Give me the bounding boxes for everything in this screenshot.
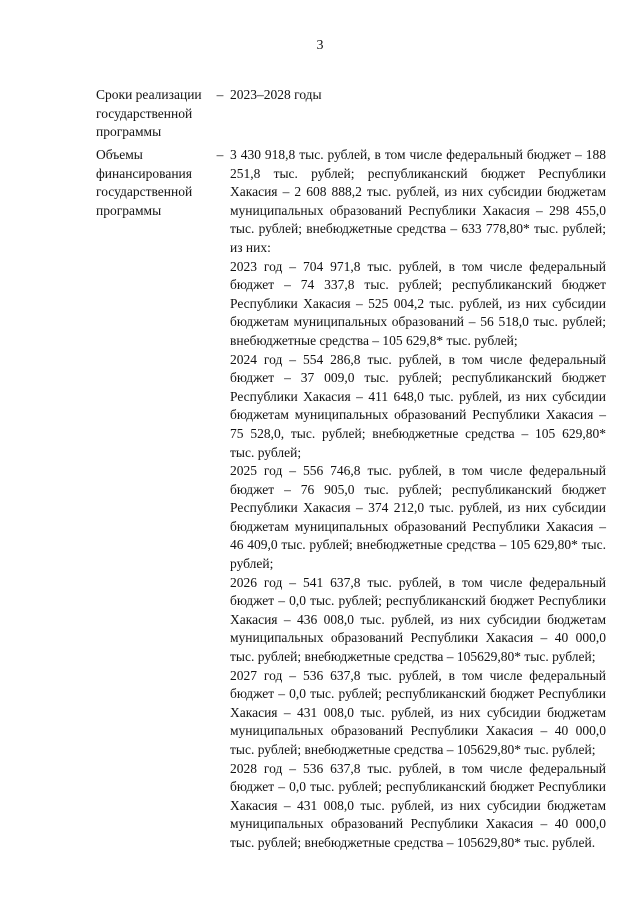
funding-2025-paragraph: 2025 год – 556 746,8 тыс. рублей, в том числе федеральный бюджет – 76 905,0 тыс. рублей; республиканский бюджет Республики Хакасия – 374 212,0 тыс. рублей, из них субсидии бюджетам муниципальных образований Республики Хакасия – 46 409,0 тыс. рублей; внебюджетные средства – 105 629,80* тыс. рублей; bbox=[230, 463, 606, 572]
funding-dash: – bbox=[216, 147, 224, 162]
timeline-paragraph: 2023–2028 годы bbox=[230, 87, 322, 102]
funding-total-paragraph: 3 430 918,8 тыс. рублей, в том числе федеральный бюджет – 188 251,8 тыс. рублей; республиканский бюджет Республики Хакасия – 2 608 888,2 тыс. рублей, из них субсидии бюджетам муниципальных образований Республики Хакасия – 298 455,0 тыс. рублей; внебюджетные средства – 633 778,80* тыс. рублей; из них: bbox=[230, 147, 606, 255]
funding-label: Объемы финансирования государственной программы bbox=[96, 147, 193, 218]
timeline-label: Сроки реализации государственной программы bbox=[96, 87, 202, 140]
funding-2026-paragraph: 2026 год – 541 637,8 тыс. рублей, в том числе федеральный бюджет – 0,0 тыс. рублей; республиканский бюджет Республики Хакасия – 436 008,0 тыс. рублей, из них субсидии бюджетам муниципальных образований Республики Хакасия – 40 000,0 тыс. рублей; внебюджетные средства – 105629,80* тыс. рублей; bbox=[230, 574, 606, 665]
funding-2023-paragraph: 2023 год – 704 971,8 тыс. рублей, в том числе федеральный бюджет – 74 337,8 тыс. рублей; республиканский бюджет Республики Хакасия – 525 004,2 тыс. рублей, из них субсидии бюджетам муниципальных образований – 56 518,0 тыс. рублей; внебюджетные средства – 105 629,8* тыс. рублей; bbox=[230, 258, 606, 348]
timeline-dash: – bbox=[216, 87, 224, 102]
timeline-value bbox=[230, 86, 606, 105]
funding-value bbox=[230, 146, 606, 853]
funding-2027-paragraph: 2027 год – 536 637,8 тыс. рублей, в том числе федеральный бюджет – 0,0 тыс. рублей; республиканский бюджет Республики Хакасия – 431 008,0 тыс. рублей, из них субсидии бюджетам муниципальных образований Республики Хакасия – 40 000,0 тыс. рублей; внебюджетные средства – 105629,80* тыс. рублей; bbox=[230, 667, 606, 757]
funding-2024-paragraph: 2024 год – 554 286,8 тыс. рублей, в том числе федеральный бюджет – 37 009,0 тыс. рублей; республиканский бюджет Республики Хакасия – 411 648,0 тыс. рублей, из них субсидии бюджетам муниципальных образований Республики Хакасия – 75 528,0, тыс. рублей; внебюджетные средства – 105 629,80* тыс. рублей; bbox=[230, 351, 606, 460]
funding-2028-paragraph: 2028 год – 536 637,8 тыс. рублей, в том числе федеральный бюджет – 0,0 тыс. рублей; республиканский бюджет Республики Хакасия – 431 008,0 тыс. рублей, из них субсидии бюджетам муниципальных образований Республики Хакасия – 40 000,0 тыс. рублей; внебюджетные средства – 105629,80* тыс. рублей. bbox=[230, 760, 606, 850]
page-number: 3 bbox=[316, 38, 324, 53]
